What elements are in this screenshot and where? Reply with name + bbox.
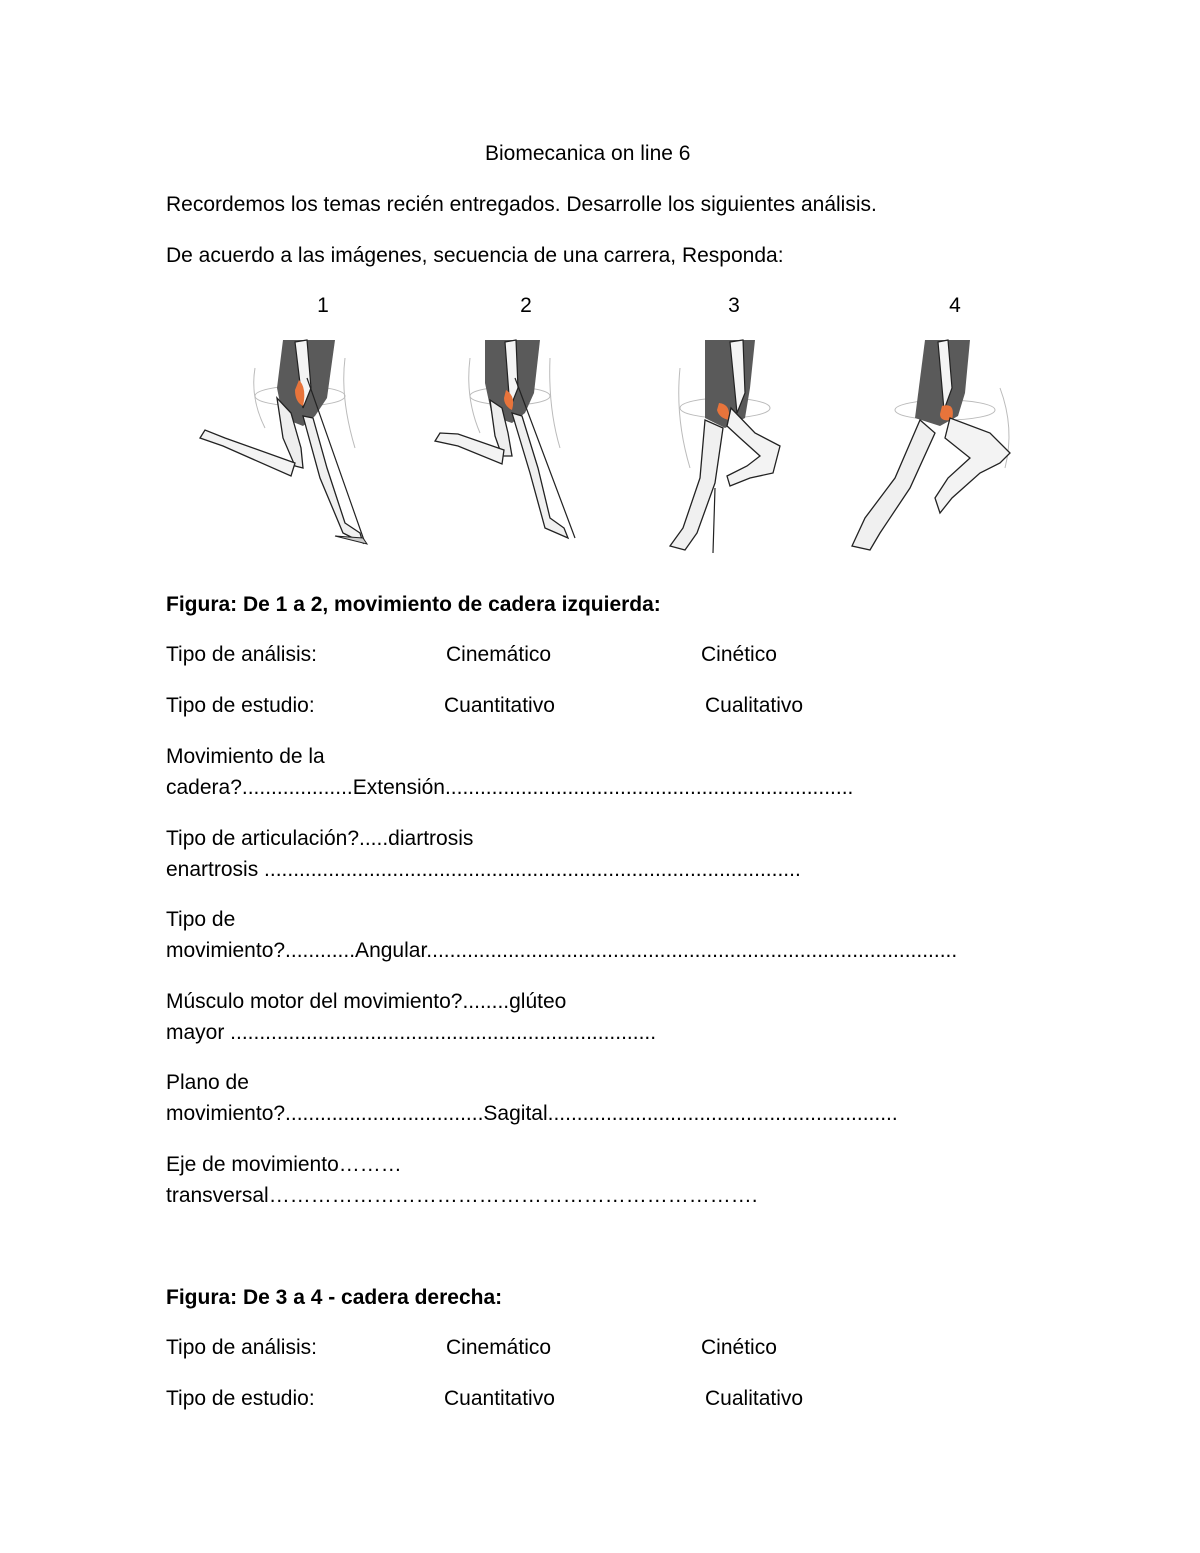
- question-joint-type: Tipo de articulación?.....diartrosis: [166, 827, 474, 850]
- analysis-type-label: Tipo de análisis:: [166, 643, 317, 666]
- study-type-label-2: Tipo de estudio:: [166, 1387, 315, 1410]
- figure-number-1: 1: [317, 294, 329, 317]
- question-movement-axis: Eje de movimiento………: [166, 1153, 402, 1176]
- study-option-quantitative-2: Cuantitativo: [444, 1387, 555, 1410]
- runner-figure-4: [840, 338, 1025, 558]
- intro-text-1: Recordemos los temas recién entregados. Desarrolle los siguientes análisis.: [166, 193, 877, 216]
- question-hip-movement: Movimiento de la: [166, 745, 325, 768]
- answer-motor-muscle: mayor .........................................................................: [166, 1021, 657, 1044]
- question-motor-muscle: Músculo motor del movimiento?........glúteo: [166, 990, 567, 1013]
- analysis-option-kinematic-2: Cinemático: [446, 1336, 552, 1359]
- section-1-heading: Figura: De 1 a 2, movimiento de cadera izquierda:: [166, 593, 661, 616]
- study-type-label: Tipo de estudio:: [166, 694, 315, 717]
- analysis-type-label-2: Tipo de análisis:: [166, 1336, 317, 1359]
- question-movement-type: Tipo de: [166, 908, 236, 931]
- section-2-heading: Figura: De 3 a 4 - cadera derecha:: [166, 1286, 503, 1309]
- analysis-option-kinetic: Cinético: [701, 643, 777, 666]
- study-option-qualitative-2: Cualitativo: [705, 1387, 804, 1410]
- study-option-qualitative: Cualitativo: [705, 694, 804, 717]
- answer-movement-type: movimiento?............Angular...........................................................................................: [166, 939, 958, 962]
- analysis-option-kinematic: Cinemático: [446, 643, 552, 666]
- study-option-quantitative: Cuantitativo: [444, 694, 555, 717]
- runner-figure-1: [195, 338, 375, 553]
- question-movement-plane: Plano de: [166, 1071, 249, 1094]
- figure-number-3: 3: [728, 294, 740, 317]
- answer-movement-plane: movimiento?..................................Sagital............................................................: [166, 1102, 898, 1125]
- intro-text-2: De acuerdo a las imágenes, secuencia de una carrera, Responda:: [166, 244, 784, 267]
- figure-number-4: 4: [949, 294, 961, 317]
- answer-movement-axis: transversal…………………………………………………………….: [166, 1184, 758, 1207]
- page-title: Biomecanica on line 6: [485, 142, 691, 165]
- answer-hip-movement: cadera?...................Extensión......................................................................: [166, 776, 854, 799]
- runner-figure-3: [655, 338, 790, 558]
- figure-number-2: 2: [520, 294, 532, 317]
- analysis-option-kinetic-2: Cinético: [701, 1336, 777, 1359]
- runner-figure-2: [430, 338, 580, 553]
- answer-joint-type: enartrosis ............................................................................................: [166, 858, 801, 881]
